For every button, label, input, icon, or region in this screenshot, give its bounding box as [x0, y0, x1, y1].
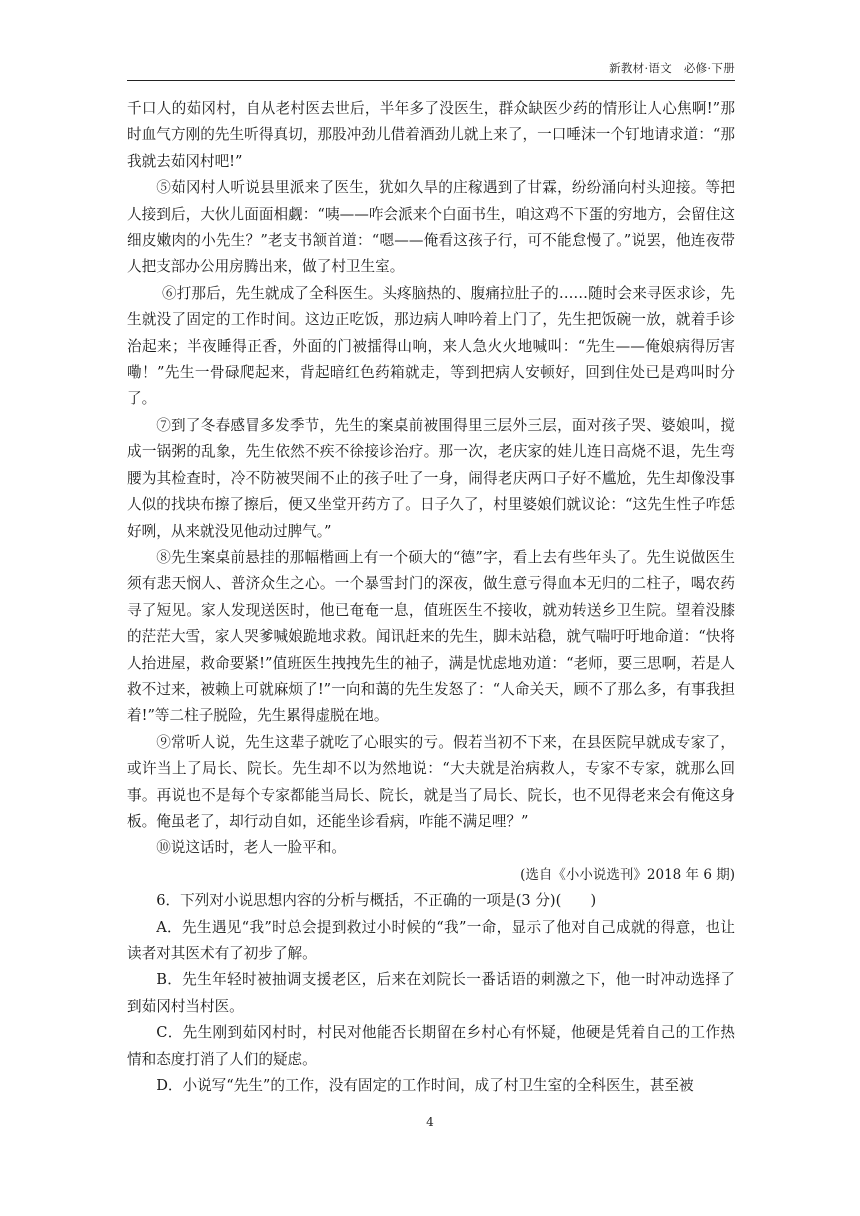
paragraph-6: ⑥打那后，先生就成了全科医生。头疼脑热的、腹痛拉肚子的……随时会来寻医求诊，先生就没了固定的工作时间。这边正吃饭，那边病人呻吟着上门了，先生把饭碗一放，就着手诊治起来；半夜睡得正香，外面的门被擂得山响，来人急火火地喊叫：“先生——俺娘病得厉害嘞！”先生一骨碌爬起来，背起暗红色药箱就走，等到把病人安顿好，回到住处已是鸡叫时分了。: [127, 284, 735, 408]
question-stem: 6．下列对小说思想内容的分析与概括，不正确的一项是(3 分)( ): [156, 892, 597, 910]
header-rule: [127, 80, 735, 81]
option-b: B．先生年轻时被抽调支援老区，后来在刘院长一番话语的刺激之下，他一时冲动选择了到茹冈村当村医。: [127, 971, 735, 1015]
paragraph-7: ⑦到了冬春感冒多发季节，先生的案桌前被围得里三层外三层，面对孩子哭、婆娘叫，搅成一锅粥的乱象，先生依然不疾不徐接诊治疗。那一次，老庆家的娃儿连日高烧不退，先生弯腰为其检查时，冷不防被哭闹不止的孩子吐了一身，闹得老庆两口子好不尴尬，先生却像没事人似的找块布擦了擦后，便又坐堂开药方了。日子久了，村里婆娘们就议论：“这先生性子咋恁好咧，从来就没见他动过脾气。”: [127, 416, 735, 540]
option-c: C．先生刚到茹冈村时，村民对他能否长期留在乡村心有怀疑，他硬是凭着自己的工作热情和态度打消了人们的疑虑。: [127, 1024, 735, 1068]
option-a: A．先生遇见“我”时总会提到救过小时候的“我”一命，显示了他对自己成就的得意，也让读者对其医术有了初步了解。: [127, 918, 735, 962]
paragraph-continued: 千口人的茹冈村，自从老村医去世后，半年多了没医生，群众缺医少药的情形让人心焦啊!”那时血气方刚的先生听得真切，那股冲劲儿借着酒劲儿就上来了，一口唾沫一个钉地请求道：“那我就去茹冈村吧!”: [127, 100, 735, 170]
page-number: 4: [426, 1115, 434, 1129]
paragraph-5: ⑤茹冈村人听说县里派来了医生，犹如久旱的庄稼遇到了甘霖，纷纷涌向村头迎接。等把人接到后，大伙儿面面相觑：“咦——咋会派来个白面书生，咱这鸡不下蛋的穷地方，会留住这细皮嫩肉的小先生？”老支书颔首道：“嗯——俺看这孩子行，可不能怠慢了。”说罢，他连夜带人把支部办公用房腾出来，做了村卫生室。: [127, 179, 735, 276]
page-body: [127, 96, 735, 1099]
paragraph-10: ⑩说这话时，老人一脸平和。: [156, 839, 346, 857]
paragraph-8: ⑧先生案桌前悬挂的那幅楷画上有一个硕大的“德”字，看上去有些年头了。先生说做医生须有悲天悯人、普济众生之心。一个暴雪封门的深夜，做生意亏得血本无归的二柱子，喝农药寻了短见。家人发现送医时，他已奄奄一息，值班医生不接收，就劝转送乡卫生院。望着没膝的茫茫大雪，家人哭爹喊娘跪地求救。闻讯赶来的先生，脚未站稳，就气喘吁吁地命道：“快将人抬进屋，救命要紧!”值班医生拽拽先生的袖子，满是忧虑地劝道：“老师，要三思啊，若是人救不过来，被赖上可就麻烦了!”一向和蔼的先生发怒了：“人命关天，顾不了那么多，有事我担着!”等二柱子脱险，先生累得虚脱在地。: [127, 548, 735, 725]
paragraph-9: ⑨常听人说，先生这辈子就吃了心眼实的亏。假若当初不下来，在县医院早就成专家了，或许当上了局长、院长。先生却不以为然地说：“大夫就是治病救人，专家不专家，就那么回事。再说也不是每个专家都能当局长、院长，就是当了局长、院长，也不见得老来会有俺这身板。俺虽老了，却行动自如，还能坐诊看病，咋能不满足哩？”: [127, 733, 735, 830]
running-header: 新教材·语文 必修·下册: [609, 61, 735, 75]
source-citation: (选自《小小说选刊》2018 年 6 期): [520, 866, 735, 883]
option-d: D．小说写“先生”的工作，没有固定的工作时间，成了村卫生室的全科医生，甚至被: [156, 1077, 694, 1095]
